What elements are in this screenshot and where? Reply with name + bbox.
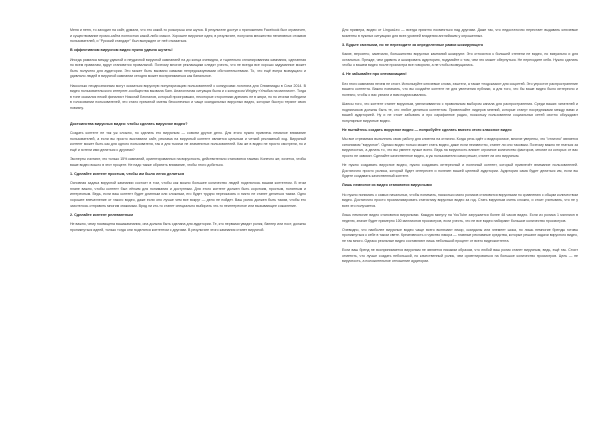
left-intro-paragraph: Меня и нетю, то заходил на сайт, думали, что это какой-то розыгрыш или шутка. В результате доступ к приложению Facebook был ограничен, и существование промо-сайта полностью какой-либо смысл. Хорошее вирусное идея, в результате, получила множество негативных отзывов пользователей, и "Русский стандарт" был вынужден от неё отказаться. [70, 28, 306, 44]
section-heading: 3. Будьте смелыми, но не переходите за определенные рамки шокирующего [342, 42, 484, 47]
right-column [342, 28, 578, 269]
section-heading: Лишь немногие из видео становятся вирусными [342, 183, 432, 188]
section-heading: 1. Сделайте контент простым, чтобы им было легко делиться [70, 172, 185, 177]
section-paragraph: Не нужно создавать вирусное видео, нужно создавать интересный и полезный контент, который привлечёт внимание пользователей. Достаточно просто ролика, который будет интересен и полезен вашей целевой аудитории. Аудитория сама будет делиться им, если вы будете создавать качественный контент. [342, 163, 578, 179]
section-paragraph: Без этого кампания нечем не стоит. Используйте ключевые слова, хэштеги, а также «подсказки» для соцсетей. Это упростит распространение вашего контента. Важно понимать, что вы создаёте контент не для увлечения публики, а для того, что бы ваше видео было интересно и полезно, чтобы о вас узнали и вам подписывались. [342, 81, 578, 97]
section-paragraph: Мы все стремимся выполнять свою работу для клиента на отлично. Когда речь идёт о видеоролике, многие уверены, что "отлично" является синонимом "вирусное". Однако видео только может стать видео, даже если неизвестно, станет ли оно таковым. Поэтому важно не гнаться за вирусностью, а делать то, что вы умеете лучше всего. Ведь на вирусность влияет огромное количество факторов, многие из которых от вас просто не зависят. Сделайте качественное видео, а уж пользователи сами решат, станет ли оно вирусным. [342, 137, 578, 158]
section-heading: 4. Не забывайте про оптимизацию! [342, 72, 407, 77]
section-paragraph: Шансы того, что контент станет вирусным, увеличиваются с правильным выбором канала для распространения. Среди ваших читателей и подписчиков должны быть те, кто любит делиться контентом. Привлекайте лидеров мнений, которые станут посредниками между вами и вашей аудиторией. Ну и не стоит забывать и про сарафанное радио, поскольку пользователи социальных сетей охотно обсуждают популярные вирусные видео. [342, 101, 578, 123]
section-paragraph: Основная задача вирусной кампании состоит в том, чтобы как можно большее количество людей поделилось вашим контентом. В этом плане важно, чтобы контент был лёгким для понимания и доступным. Для этого контент должен быть коротким, простым, понятным и интересным. Ведь, если ваш контент будет длинным или сложным, его будет трудно пересказать и никто не станет делиться таким. Одно хорошее впечатление от такого видео, даже если оно лучше чем все вокруг — дело не пойдет. Ваш ролик должен быть таким, чтобы его захотелось отправить многим знакомым. Вряд ли кто-то станет специально выбирать что-то неинтересное или вызывающее сожаление. [70, 181, 306, 208]
left-column [70, 28, 306, 237]
section-paragraph: Но нужно понимать с самых начальных, чтобы понимать, насколько мало роликов становятся вирусными по сравнению с общим количеством видео. Достаточно просто проанализировать статистику вирусных видео за год. Стать вирусным очень сложно, и стоит учитывать, что не у всех это получается. [342, 192, 578, 208]
section-paragraph: Если ваш бренд не воспринимается вирусным не является никаким образом, что любой ваш ролик станет вирусным, ведь, ещё так. Стоит отметить, что лучше создать небольшой, но качественный ролик, чем ориентироваться на большое количество просмотров. Цель — не вирусность, а положительное отношение аудитории. [342, 248, 578, 264]
section-paragraph: Очевидно, что наиболее вирусные видео чаще всего включают юмор, скандалы или элемент шока, но лишь немногие бренды готовы проникнуться к себе в таком свете. Креативность и чувство юмора — главные рекламные средства, которые решают задачи вирусного видео, не так много. Однако реальные видео составляют лишь небольшой процент от всего видеоконтента. [342, 227, 578, 243]
spacer [70, 115, 306, 119]
section-paragraph: Эксперты считают, что только 15% кампаний, ориентированных на вирусность, действительно становятся такими. Конечно же, хочется, чтобы ваше видео вошло в этот процент. Не надо также обратить внимание, чтобы этого добиться. [70, 157, 306, 167]
section-paragraph: Лишь немногие видео становятся вирусными. Каждую минуту на YouTube загружается более 48 часов видео. Если из ролика 1 миллион в неделю, значит будет примерно 100 миллионов просмотров, если учесть, что не все видео набирают большое количество просмотров. [342, 212, 578, 223]
right-intro-paragraph: Для примера, видео от LinguaLeo — всегда приятно посмеяться над другими. Даже так, что недостаточно перестает выдавать ключевые моменты в нужных ситуациях для всех уровней владения английским у опрошенных. [342, 28, 578, 38]
section-heading: Не пытайтесь создать вирусное видео — попробуйте сделать вместо этого классное видео [342, 127, 512, 132]
section-paragraph: Иногда рамилка между удачной и неудачной вирусной кампанией на до конца очевидна, и тщательно спланированная кампания, сделанная по всем правилам, вдруг становится провальной. Поэтому многие рекламщики следят учесть, что не всегда все хорошо задуманное может быть получено для аудитории. Это может быть вызвано самыми непредсказуемыми обстоятельствами. То, что ещё вчера возмущало и удивляло людей в вирусной кампании сегодня может восприниматься как банальное. [70, 57, 306, 79]
section-paragraph: Насколько неоднозначным могут оказаться вирусную популяризацию пользователей с конкурсами логотипа для Олимпиады в Сочи 2014. В видео пользовательского интернет-сообщества вызвала Sam. Аналогичная ситуация была и с конкурсом Wrigley «Улыбка на миллион». Тогда в топе оказался некий финалист Николай Беспалов, который проигравших, некоторые сторонники дремать не в жюри, но по итогам победили в голосовании пользователей, это стало причиной смены бесконечных и чаще скандальных вирусных видео, которые быстро теряют свою новизну. [70, 83, 306, 110]
section-heading: В эффективном вирусном видео нужно удачно шутить! [70, 48, 173, 53]
section-paragraph: Какие, вероятно, замечали, большинство вирусных кампаний шокируют. Это относится к большей степени не видео, но визуально и для остальных. Прежде, чем удивить и шокировать аудиторию, подумайте о том, чем это может обернуться. Не переходите себя. Нужно сделать чтобы о вашем видео после просмотра все говорили, а не чтобы возмущались. [342, 51, 578, 68]
section-heading: 2. Сделайте контент релевантным [70, 212, 133, 217]
section-heading: Достоинства вирусных видео: чтобы сделать вирусное видео? [70, 122, 188, 127]
section-paragraph: Не важно, чему посвящена вашакампания, она должна быть сделана для аудитории. Те, кто первыми увидят ролик, баннер или пост, должны проникнуться идеей, только тогда они поделятся контентом с другими. В результате этого кампания станет вирусной. [70, 221, 306, 232]
section-paragraph: Создать контент не так уж сложно, но сделать его вирусным — совсем другое дело. Для этого нужно привлечь немалое внимание пользователей, а если вы просто выставили сайт, реклама на вирусный контент является цельным и четкий рекламный ход. Вирусный контент может быть как для одного пользователя, так и для тысячи не знаменитых пользователей. Как же в видео не просто смотрели, но и ещё и хотели ими делиться с другими? [70, 131, 306, 153]
